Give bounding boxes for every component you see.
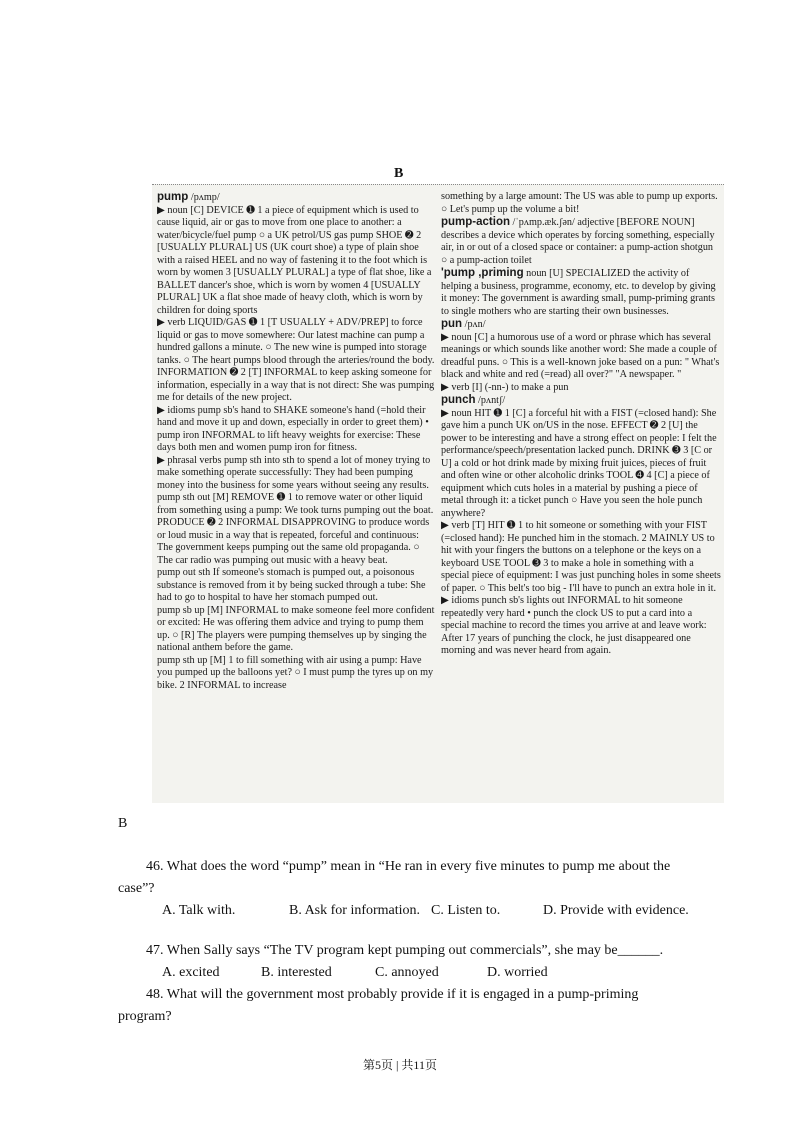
question-46-options (118, 900, 718, 922)
entry-headword: pump-action (441, 216, 510, 228)
dictionary-column-left (157, 191, 437, 692)
option-46-d: D. Provide with evidence. (543, 903, 689, 918)
dictionary-entry: ▶ verb LIQUID/GAS ➊ 1 [T USUALLY + ADV/PREP] to force liquid or gas to move somewhere: Our latest machine can pump a hundred gallons a minute. ○ The new wine is pumped into storage tanks. ○ The heart pumps blood through the arteries/round the body. INFORMATION ➋ 2 [T] INFORMAL to keep asking someone for information, especially in a way that is not direct: She was pumping me for details of the new project. (157, 317, 435, 403)
entry-headword: pun (441, 318, 463, 330)
option-47-a: A. excited (162, 965, 220, 980)
dictionary-entry: ▶ verb [T] HIT ➊ 1 to hit someone or something with your FIST (=closed hand): He punched him in the stomach. 2 MAINLY US to hit with your fingers the buttons on a telephone or the keys on a keyboard USE TOOL ➌ 3 to make a hole in something with a special piece of equipment: I was just punching holes in some sheets of paper. ○ This belt's too big - I'll have to punch an extra hole in it. (441, 520, 721, 594)
dictionary-entry: ▶ noun [C] a humorous use of a word or phrase which has several meanings or which sounds like another word: She made a couple of dreadful puns. ○ This is a well-known joke based on a pun: " What's black and white and red (=read) all over?" "A newspaper. " (441, 331, 720, 380)
entry-definition: noun [U] SPECIALIZED the activity of helping a business, programme, economy, etc. to develop by giving it money: The government is awarding small, pump-priming grants to single mothers who are starting their own businesses. (441, 268, 716, 317)
entry-definition: /pʌntʃ/ (475, 395, 506, 406)
question-46: 46. What does the word “pump” mean in “He ran in every five minutes to pump me about the case”? (118, 859, 671, 896)
entry-definition: /pʌmp/ (188, 192, 220, 203)
dictionary-scan (152, 184, 724, 803)
dictionary-entry: pump sth out [M] REMOVE ➊ 1 to remove water or other liquid from something using a pump: We took turns pumping out the boat. PRODUCE ➋ 2 INFORMAL DISAPPROVING to produce words or loud music in a way that is repeated, forceful and continuous: The government keeps pumping out the same old propaganda. ○ The car radio was pumping out music with a heavy beat. (157, 492, 434, 566)
dictionary-entry: ▶ phrasal verbs pump sth into sth to spend a lot of money trying to make something operate successfully: They had been pumping money into the business for some years without seeing any results. (157, 454, 431, 491)
part-label: B (118, 816, 128, 831)
option-46-c: C. Listen to. (431, 903, 501, 918)
dictionary-column-right (441, 191, 721, 658)
option-47-d: D. worried (487, 965, 548, 980)
entry-headword: 'pump ,priming (441, 267, 524, 279)
option-46-a: A. Talk with. (162, 903, 236, 918)
dictionary-entry (441, 216, 721, 267)
option-47-c: C. annoyed (375, 965, 439, 980)
dictionary-entry: pump out sth If someone's stomach is pumped out, a poisonous substance is removed from it by being sucked through a tube: She had to go to hospital to have her stomach pumped out. (157, 567, 426, 603)
dictionary-entry: ▶ idioms pump sb's hand to SHAKE someone's hand (=hold their hand and move it up and down, especially in order to greet them) • pump iron INFORMAL to lift heavy weights for exercise: These days both men and women pump iron for fitness. (157, 404, 429, 453)
dictionary-entry (441, 267, 721, 318)
dictionary-entry: ▶ noun [C] DEVICE ➊ 1 a piece of equipment which is used to cause liquid, air or gas to move from one place to another: a water/bicycle/fuel pump ○ a UK petrol/US gas pump SHOE ➋ 2 [USUALLY PLURAL] US (UK court shoe) a type of plain shoe with a raised HEEL and no way of fastening it to the foot which is worn by women 3 [USUALLY PLURAL] a type of flat shoe, like a BALLET dancer's shoe, which is worn by women 4 [USUALLY PLURAL] UK a flat shoe made of heavy cloth, which is worn by children for doing sports (157, 204, 432, 316)
page-footer: 第5页 | 共11页 (363, 1058, 437, 1072)
option-46-b: B. Ask for information. (289, 903, 421, 918)
entry-headword: pump (157, 191, 189, 203)
entry-definition: /pʌn/ (462, 319, 486, 330)
dictionary-entry: pump sth up [M] 1 to fill something with air using a pump: Have you pumped up the balloons yet? ○ I must pump the tyres up on my bike. 2 INFORMAL to increase (157, 654, 434, 691)
question-48: 48. What will the government most probably provide if it is engaged in a pump-priming program? (118, 987, 639, 1024)
dictionary-entry: ▶ idioms punch sb's lights out INFORMAL to hit someone repeatedly very hard • punch the clock US to put a card into a special machine to record the times you arrive at and leave work: After 17 years of punching the clock, he just disappeared one morning and was never heard from again. (441, 595, 707, 656)
dictionary-entry (157, 191, 437, 205)
entry-headword: punch (441, 394, 476, 406)
section-heading: B (394, 166, 404, 181)
dictionary-entry: ▶ verb [I] (-nn-) to make a pun (441, 381, 569, 393)
question-47-options (118, 962, 718, 984)
option-47-b: B. interested (261, 965, 332, 980)
dictionary-entry: ▶ noun HIT ➊ 1 [C] a forceful hit with a FIST (=closed hand): She gave him a punch UK on/US in the nose. EFFECT ➋ 2 [U] the power to be interesting and have a strong effect on people: I felt the performance/speech/presentation lacked punch. DRINK ➌ 3 [C or U] a cold or hot drink made by mixing fruit juices, pieces of fruit and often wine or other alcoholic drinks TOOL ➍ 4 [C] a piece of equipment which cuts holes in a material by pushing a piece of metal through it: a ticket punch ○ Have you seen the hole punch anywhere? (441, 407, 717, 519)
dictionary-entry (441, 394, 721, 408)
question-47: 47. When Sally says “The TV program kept pumping out commercials”, she may be______. (146, 943, 664, 958)
dictionary-entry: something by a large amount: The US was able to pump up exports. ○ Let's pump up the volume a bit! (441, 191, 718, 215)
entry-definition: /ˈpʌmp.æk.ʃən/ adjective [BEFORE NOUN] describes a device which operates by forcing something, especially air, in or out of a closed space or container: a pump-action shotgun ○ a pump-action toilet (441, 217, 715, 266)
dictionary-entry: pump sb up [M] INFORMAL to make someone feel more confident or excited: He was offering them advice and trying to pump them up. ○ [R] The players were pumping themselves up by singing the national anthem before the game. (157, 604, 435, 653)
dictionary-entry (441, 318, 721, 332)
